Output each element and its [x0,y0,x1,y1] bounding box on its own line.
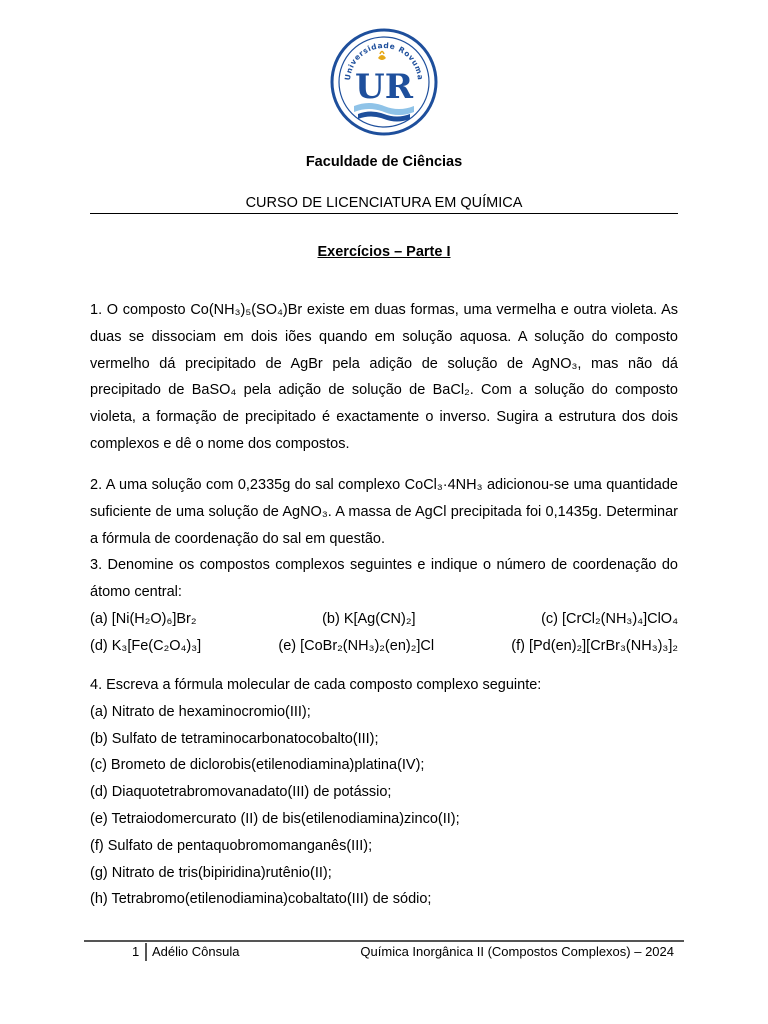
q4-item-e: (e) Tetraiodomercurato (II) de bis(etilenodiamina)zinco(II); [90,810,460,827]
q3-item-a: (a) [Ni(H₂O)₆]Br₂ [90,610,197,627]
footer-author: Adélio Cônsula [152,944,240,959]
q3-item-b: (b) K[Ag(CN)₂] [322,610,416,627]
q3-item-e: (e) [CoBr₂(NH₃)₂(en)₂]Cl [278,637,435,654]
question-3: 3. Denomine os compostos complexos seguintes e indique o número de coordenação do átomo central: [90,557,678,601]
footer-course-title: Química Inorgânica II (Compostos Complexos) – 2024 [360,944,674,959]
question-4-block [90,672,678,913]
q4-item-g: (g) Nitrato de tris(bipiridina)rutênio(II); [90,864,332,881]
exercise-title: Exercícios – Parte I [317,244,451,260]
university-logo [330,28,438,136]
q4-item-h: (h) Tetrabromo(etilenodiamina)cobaltato(III) de sódio; [90,891,432,908]
question-3-row-2 [90,633,678,660]
footer-separator [145,943,147,961]
q4-item-a: (a) Nitrato de hexaminocromio(III); [90,703,311,720]
logo-ring-text: Universidade Rovuma [342,40,426,81]
q4-item-b: (b) Sulfato de tetraminocarbonatocobalto(III); [90,730,379,747]
q4-item-f: (f) Sulfato de pentaquobromomanganês(III); [90,837,373,854]
question-4: 4. Escreva a fórmula molecular de cada composto complexo seguinte: [90,677,542,693]
course-name: CURSO DE LICENCIATURA EM QUÍMICA [90,195,678,214]
faculty-name: Faculdade de Ciências [305,154,463,170]
question-2-3-block [90,472,678,660]
logo-initials: UR [355,67,413,107]
q3-item-d: (d) K₃[Fe(C₂O₄)₃] [90,637,202,654]
footer-divider [84,940,684,942]
question-1: 1. O composto Co(NH₃)₅(SO₄)Br existe em duas formas, uma vermelha e outra violeta. As duas se dissociam em dois iões quando em solução aquosa. A solução do composto vermelho dá precipitado de AgBr pela adição de solução de AgNO₃, mas não dá precipitado de BaSO₄ pela adição de solução de BaCl₂. Com a solução do composto violeta, a formação de precipitado é exactamente o inverso. Sugira a estrutura dos dois complexos e dê o nome dos compostos. [90,302,678,452]
question-3-row-1 [90,606,678,633]
question-2: 2. A uma solução com 0,2335g do sal complexo CoCl₃·4NH₃ adicionou-se uma quantidade suficiente de uma solução de AgNO₃. A massa de AgCl precipitada foi 0,1435g. Determinar a fórmula de coordenação do sal em questão. [90,477,678,547]
q3-item-f: (f) [Pd(en)₂][CrBr₃(NH₃)₃]₂ [511,637,678,654]
q4-item-d: (d) Diaquotetrabromovanadato(III) de potássio; [90,784,392,801]
q4-item-c: (c) Brometo de diclorobis(etilenodiamina)platina(IV); [90,757,425,774]
page-footer [84,943,684,961]
q3-item-c: (c) [CrCl₂(NH₃)₄]ClO₄ [541,610,678,627]
page-number: 1 [132,944,140,959]
